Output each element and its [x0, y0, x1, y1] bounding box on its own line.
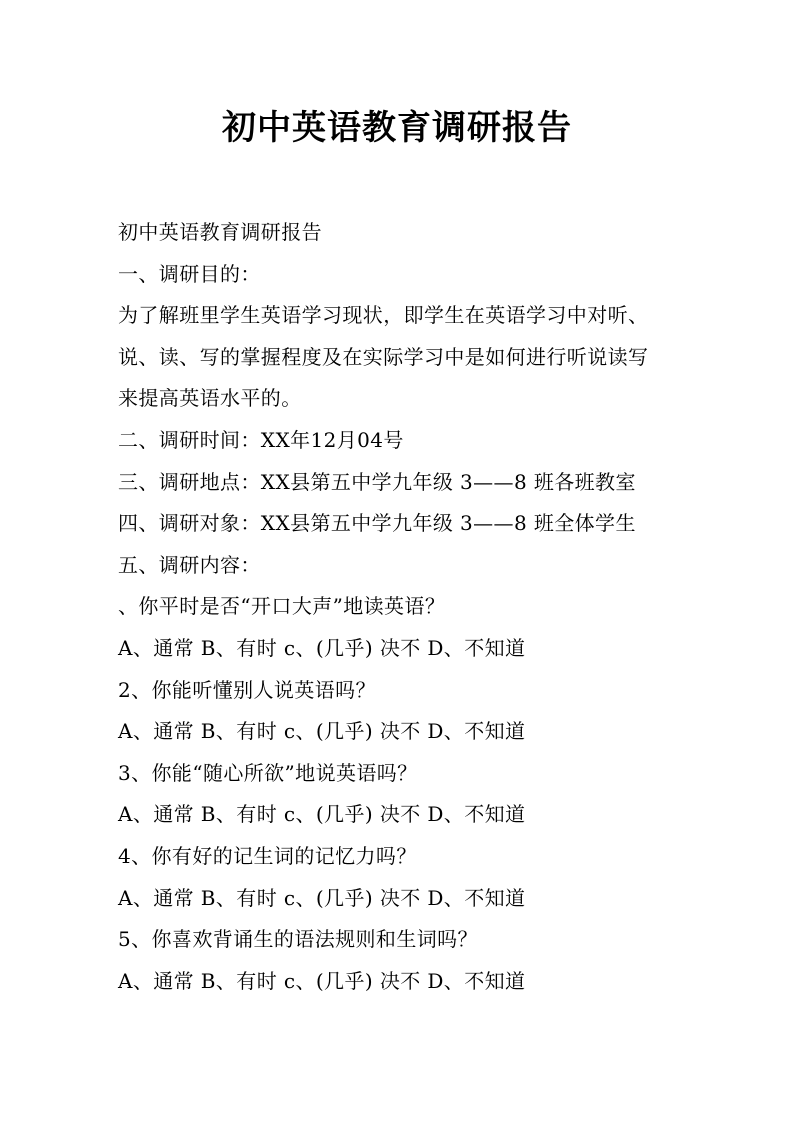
question-line: 4、你有好的记生词的记忆力吗？ — [118, 843, 417, 868]
paragraph-line: 为了解班里学生英语学习现状，即学生在英语学习中对听、 — [118, 303, 649, 328]
question-line: 2、你能听懂别人说英语吗？ — [118, 677, 376, 702]
section-heading-subjects: 四、调研对象：XX县第五中学九年级 3——8 班全体学生 — [118, 511, 636, 536]
question-line: 5、你喜欢背诵生的语法规则和生词吗？ — [118, 927, 478, 952]
section-heading-content: 五、调研内容： — [118, 552, 261, 577]
paragraph-line: 来提高英语水平的。 — [118, 386, 302, 411]
answer-options-line: A、通常 B、有时 c、(几乎) 决不 D、不知道 — [118, 802, 526, 827]
document-body — [118, 212, 688, 1002]
subtitle-line: 初中英语教育调研报告 — [118, 220, 322, 244]
question-line: 3、你能“随心所欲”地说英语吗？ — [118, 760, 418, 785]
answer-options-line: A、通常 B、有时 c、(几乎) 决不 D、不知道 — [118, 719, 526, 744]
answer-options-line: A、通常 B、有时 c、(几乎) 决不 D、不知道 — [118, 635, 526, 660]
question-line: 、你平时是否“开口大声”地读英语？ — [118, 594, 446, 619]
section-heading-time: 二、调研时间：XX年12月04号 — [118, 427, 404, 452]
answer-options-line: A、通常 B、有时 c、(几乎) 决不 D、不知道 — [118, 968, 526, 993]
answer-options-line: A、通常 B、有时 c、(几乎) 决不 D、不知道 — [118, 885, 526, 910]
section-heading-location: 三、调研地点：XX县第五中学九年级 3——8 班各班教室 — [118, 469, 636, 494]
paragraph-line: 说、读、写的掌握程度及在实际学习中是如何进行听说读写 — [118, 344, 649, 369]
section-heading-purpose: 一、调研目的： — [118, 261, 261, 286]
document-title: 初中英语教育调研报告 — [222, 108, 572, 148]
